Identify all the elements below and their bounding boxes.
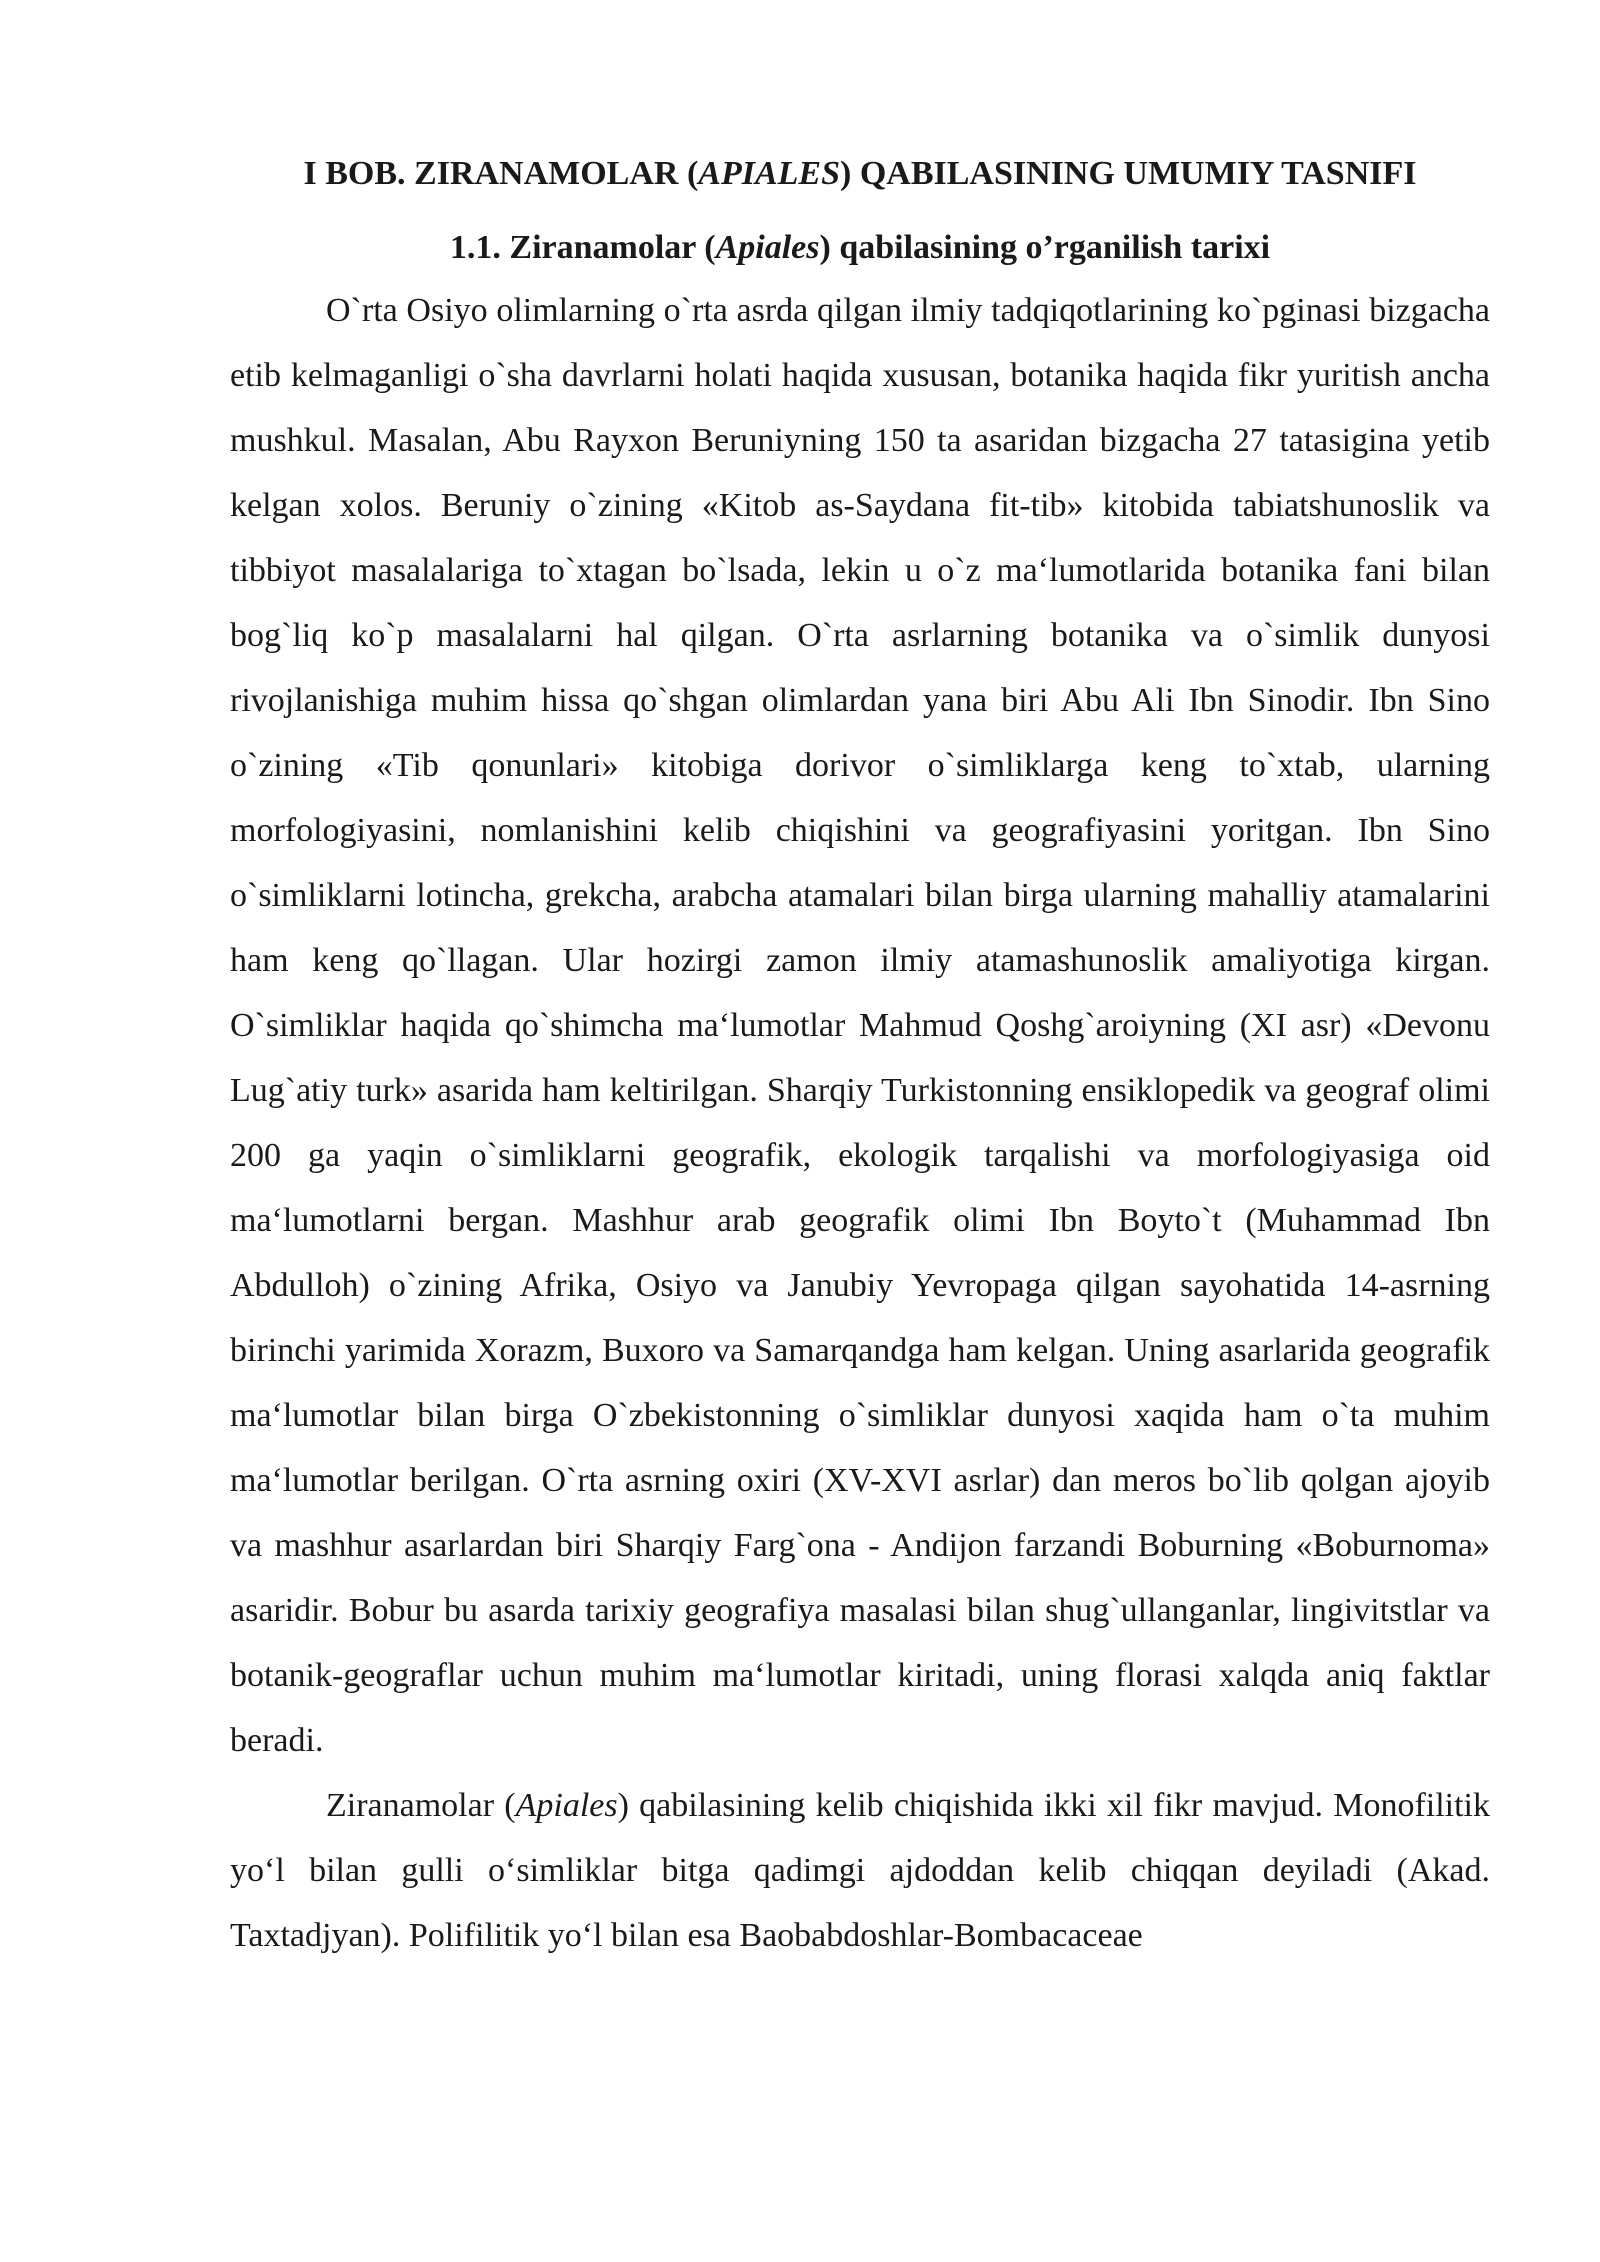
chapter-title-italic: APIALES [698, 155, 841, 192]
body-paragraph-1: O`rta Osiyo olimlarning o`rta asrda qilgan ilmiy tadqiqotlarining ko`pginasi bizgacha etib kelmaganligi o`sha davrlarni holati haqida xususan, botanika haqida fikr yuritish ancha mushkul. Masalan, Abu Rayxon Beruniyning 150 ta asaridan bizgacha 27 tatasigina yetib kelgan xolos. Beruniy o`zining «Kitob as-Saydana fit-tib» kitobida tabiatshunoslik va tibbiyot masalalariga to`xtagan bo`lsada, lekin u o`z ma‘lumotlarida botanika fani bilan bog`liq ko`p masalalarni hal qilgan. O`rta asrlarning botanika va o`simlik dunyosi rivojlanishiga muhim hissa qo`shgan olimlardan yana biri Abu Ali Ibn Sinodir. Ibn Sino o`zining «Tib qonunlari» kitobiga dorivor o`simliklarga keng to`xtab, ularning morfologiyasini, nomlanishini kelib chiqishini va geografiyasini yoritgan. Ibn Sino o`simliklarni lotincha, grekcha, arabcha atamalari bilan birga ularning mahalliy atamalarini ham keng qo`llagan. Ular hozirgi zamon ilmiy atamashunoslik amaliyotiga kirgan. O`simliklar haqida qo`shimcha ma‘lumotlar Mahmud Qoshg`aroiyning (XI asr) «Devonu Lug`atiy turk» asarida ham keltirilgan. Sharqiy Turkistonning ensiklopedik va geograf olimi 200 ga yaqin o`simliklarni geografik, ekologik tarqalishi va morfologiyasiga oid ma‘lumotlarni bergan. Mashhur arab geografik olimi Ibn Boyto`t (Muhammad Ibn Abdulloh) o`zining Afrika, Osiyo va Janubiy Yevropaga qilgan sayohatida 14-asrning birinchi yarimida Xorazm, Buxoro va Samarqandga ham kelgan. Uning asarlarida geografik ma‘lumotlar bilan birga O`zbekistonning o`simliklar dunyosi xaqida ham o`ta muhim ma‘lumotlar berilgan. O`rta asrning oxiri (XV-XVI asrlar) dan meros bo`lib qolgan ajoyib va mashhur asarlardan biri Sharqiy Farg`ona - Andijon farzandi Boburning «Boburnoma» asaridir. Bobur bu asarda tarixiy geografiya masalasi bilan shug`ullanganlar, lingivitstlar va botanik-geograflar uchun muhim ma‘lumotlar kiritadi, uning florasi xalqda aniq faktlar beradi. [230, 292, 1490, 1759]
chapter-title-prefix: I BOB. ZIRANAMOLAR ( [303, 155, 699, 192]
section-title-prefix: 1.1. Ziranamolar ( [449, 229, 716, 266]
document-page [230, 148, 1490, 1968]
paragraph-2-italic: Apiales [515, 1787, 618, 1824]
paragraph-2-suffix: ) qabilasining kelib chiqishida ikki xil fikr mavjud. Monofilitik yo‘l bilan gulli o‘simliklar bitga qadimgi ajdoddan kelib chiqqan deyiladi (Akad. Taxtadjyan). Polifilitik yo‘l bilan esa Baobabdoshlar-Bombacaceae [230, 1787, 1490, 1954]
section-title [230, 222, 1490, 274]
chapter-title [230, 148, 1490, 200]
paragraph-2-prefix: Ziranamolar ( [326, 1787, 516, 1824]
chapter-title-suffix: ) QABILASINING UMUMIY TASNIFI [840, 155, 1417, 192]
section-title-italic: Apiales [715, 229, 820, 266]
section-title-suffix: ) qabilasining o’rganilish tarixi [819, 229, 1271, 266]
body-paragraph-2 [230, 1773, 1490, 1968]
